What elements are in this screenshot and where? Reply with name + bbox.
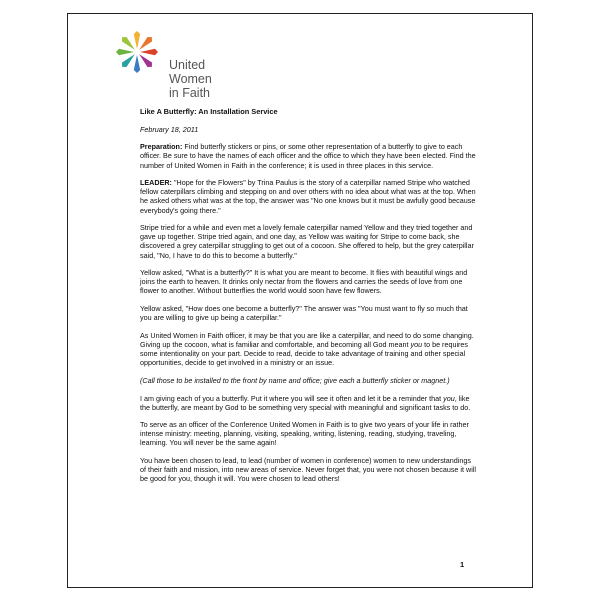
paragraph-6-part-b: to be requires some intentionality on your part. Decide to read, decide to take advantage of training and other special opportunities, decide to get involved in a ministry or an issue.	[140, 339, 469, 368]
paragraph-8-part-a: I am giving each of you a butterfly. Put it where you will see it often and let it be a reminder that	[140, 393, 444, 403]
paragraph-6-emphasis: you	[410, 339, 423, 349]
paragraph-6	[140, 331, 476, 367]
paragraph-9: To serve as an officer of the Conference United Women in Faith is to give two years of your life in rather intense ministry: meeting, planning, visiting, speaking, writing, listening, reading, studying, traveling, learning. You will never be the same again!	[140, 420, 469, 448]
document-date: February 18, 2011	[140, 124, 199, 134]
document-body	[140, 107, 476, 492]
paragraph-3: Stripe tried for a while and even met a lovely female caterpillar named Yellow and they tried together and gave up together. Stripe tried again, and one day, as Yellow was waiting for Stripe to come back, she discovered a grey caterpillar struggling to get out of a cocoon. She offered to help, but the grey caterpillar said, "No, I have to do this to become a butterfly."	[140, 223, 474, 260]
document-title: Like A Butterfly: An Installation Service	[140, 107, 278, 116]
leader-label: LEADER:	[140, 178, 172, 188]
paragraph-8-emphasis: you	[443, 393, 455, 403]
logo-petal	[134, 55, 140, 73]
page-number: 1	[460, 560, 465, 569]
paragraph-5: Yellow asked, "How does one become a butterfly?" The answer was "You must want to fly so much that you are willing to give up being a caterpillar."	[140, 304, 468, 323]
paragraph-leader	[140, 178, 476, 214]
paragraph-6-part-a: As United Women in Faith officer, it may be that you are like a caterpillar, and need to do some changing. Giving up the cocoon, what is familiar and comfortable, and becoming all God meant	[140, 330, 474, 349]
paragraph-preparation	[140, 142, 476, 169]
paragraph-8	[140, 394, 476, 412]
preparation-label: Preparation:	[140, 142, 183, 152]
logo-petal	[116, 49, 134, 55]
paragraph-instruction: (Call those to be installed to the front by name and office; give each a butterfly sticker or magnet.)	[140, 375, 450, 385]
logo-text: United Women in Faith	[169, 58, 212, 100]
paragraph-4: Yellow asked, "What is a butterfly?" It is what you are meant to become. It flies with beautiful wings and joins the earth to heaven. It drinks only nectar from the flowers and carries the seeds of love from one flower to another. Without butterflies the world would soon have few flowers.	[140, 268, 468, 296]
logo-petal	[140, 49, 158, 55]
paragraph-10: You have been chosen to lead, to lead (number of women in conference) women to new understandings of their faith and mission, into new areas of service. Never forget that, you were not chosen because it will be good for you, though it will. You were chosen to lead others!	[140, 456, 476, 484]
flame-cross-icon	[113, 28, 161, 76]
preparation-text: Find butterfly stickers or pins, or some other representation of a butterfly to give to each officer. Be sure to have the names of each officer and the office to which they have been elected. Find the number of United Women in Faith in the conference; it is used in three places in this service.	[140, 142, 476, 170]
logo-petal	[134, 31, 140, 49]
united-women-in-faith-logo	[113, 28, 212, 100]
leader-text: "Hope for the Flowers" by Trina Paulus is the story of a caterpillar named Stripe who watched fellow caterpillars climbing and stepping on and over others with no idea about what was at the top. When he asked others what was at the top, the answer was "No one knows but it must be awfully good because everybody's going there."	[140, 178, 476, 215]
paragraph-8-part-b: , like the butterfly, are meant by God to be something very special with meaningful and significant tasks to do.	[140, 393, 471, 412]
